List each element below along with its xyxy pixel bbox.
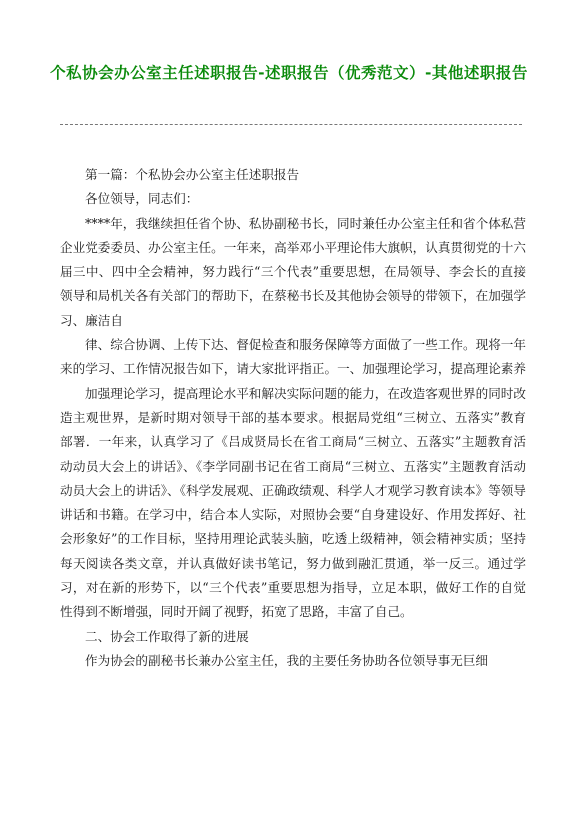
document-body xyxy=(60,163,526,673)
section-heading: 二、协会工作取得了新的进展 xyxy=(85,628,249,644)
section-heading: 第一篇：个私协会办公室主任述职报告 xyxy=(85,167,300,182)
body-paragraph: 作为协会的副秘书长兼办公室主任，我的主要任务协助各位领导事无巨细 xyxy=(85,652,488,668)
salutation: 各位领导，同志们： xyxy=(85,191,199,207)
title-divider xyxy=(60,124,522,125)
body-paragraph: 律、综合协调、上传下达、督促检查和服务保障等方面做了一些工作。现将一年来的学习、工作情况报告如下，请大家批评指正。一、加强理论学习，提高理论素养 xyxy=(60,337,526,377)
body-paragraph: 加强理论学习，提高理论水平和解决实际问题的能力，在改造客观世界的同时改造主观世界，是新时期对领导干部的基本要求。根据局党组“三树立、五落实”教育部署．一年来，认真学习了《吕成贤局长在省工商局“三树立、五落实”主题教育活动动员大会上的讲话》、《李学同副书记在省工商局“三树立、五落实”主题教育活动动员大会上的讲话》、《科学发展观、正确政绩观、科学人才观学习教育读本》等领导讲话和书籍。在学习中，结合本人实际，对照协会要“自身建设好、作用发挥好、社会形象好”的工作目标，坚持用理论武装头脑，吃透上级精神，领会精神实质；坚持每天阅读各类文章，并认真做好读书笔记，努力做到融汇贯通，举一反三。通过学习，对在新的形势下，以“三个代表”重要思想为指导，立足本职，做好工作的自觉性得到不断增强，同时开阔了视野，拓宽了思路，丰富了自己。 xyxy=(60,385,526,620)
document-title: 个私协会办公室主任述职报告-述职报告（优秀范文）-其他述职报告 xyxy=(50,64,528,82)
body-paragraph: ****年，我继续担任省个协、私协副秘书长，同时兼任办公室主任和省个体私营企业党委委员、办公室主任。一年来，高举邓小平理论伟大旗帜，认真贯彻党的十六届三中、四中全会精神，努力践行“三个代表”重要思想，在局领导、李会长的直接领导和局机关各有关部门的帮助下，在蔡秘书长及其他协会领导的带领下，在加强学习、廉洁自 xyxy=(60,215,526,328)
